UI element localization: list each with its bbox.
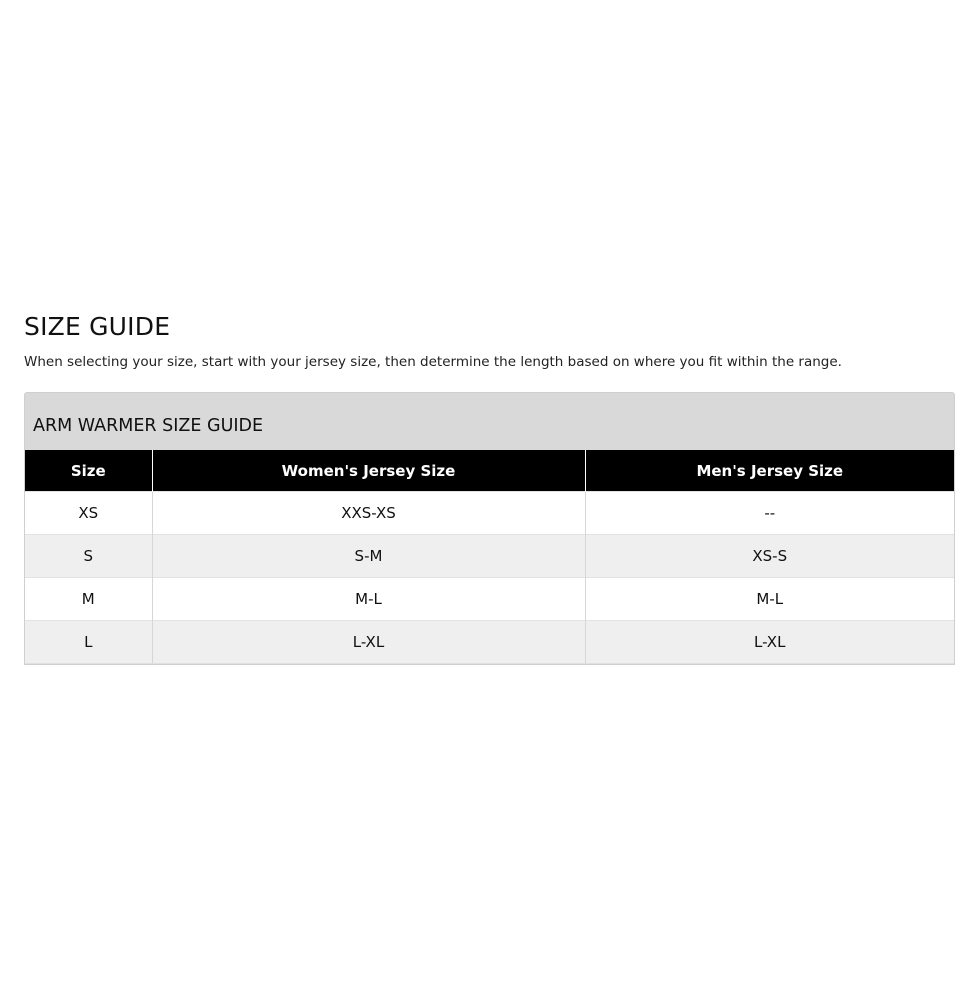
table-row [25, 535, 954, 578]
column-header-mens-jersey-size: Men's Jersey Size [585, 450, 954, 492]
cell-mens-size: L-XL [585, 621, 954, 664]
cell-size: M [25, 578, 152, 621]
cell-size: S [25, 535, 152, 578]
column-header-womens-jersey-size: Women's Jersey Size [152, 450, 585, 492]
cell-size: XS [25, 492, 152, 535]
page-title: SIZE GUIDE [24, 312, 171, 341]
size-table [25, 450, 954, 664]
table-header-row [25, 450, 954, 492]
column-header-size: Size [25, 450, 152, 492]
cell-mens-size: M-L [585, 578, 954, 621]
cell-womens-size: M-L [152, 578, 585, 621]
table-row [25, 492, 954, 535]
cell-mens-size: XS-S [585, 535, 954, 578]
table-row [25, 621, 954, 664]
cell-mens-size: -- [585, 492, 954, 535]
arm-warmer-size-guide [24, 392, 955, 665]
guide-title: ARM WARMER SIZE GUIDE [33, 416, 264, 436]
table-row [25, 578, 954, 621]
size-guide-section [24, 310, 956, 665]
cell-womens-size: L-XL [152, 621, 585, 664]
cell-womens-size: XXS-XS [152, 492, 585, 535]
intro-text: When selecting your size, start with your jersey size, then determine the length based on where you fit within the range. [24, 354, 842, 370]
cell-size: L [25, 621, 152, 664]
cell-womens-size: S-M [152, 535, 585, 578]
